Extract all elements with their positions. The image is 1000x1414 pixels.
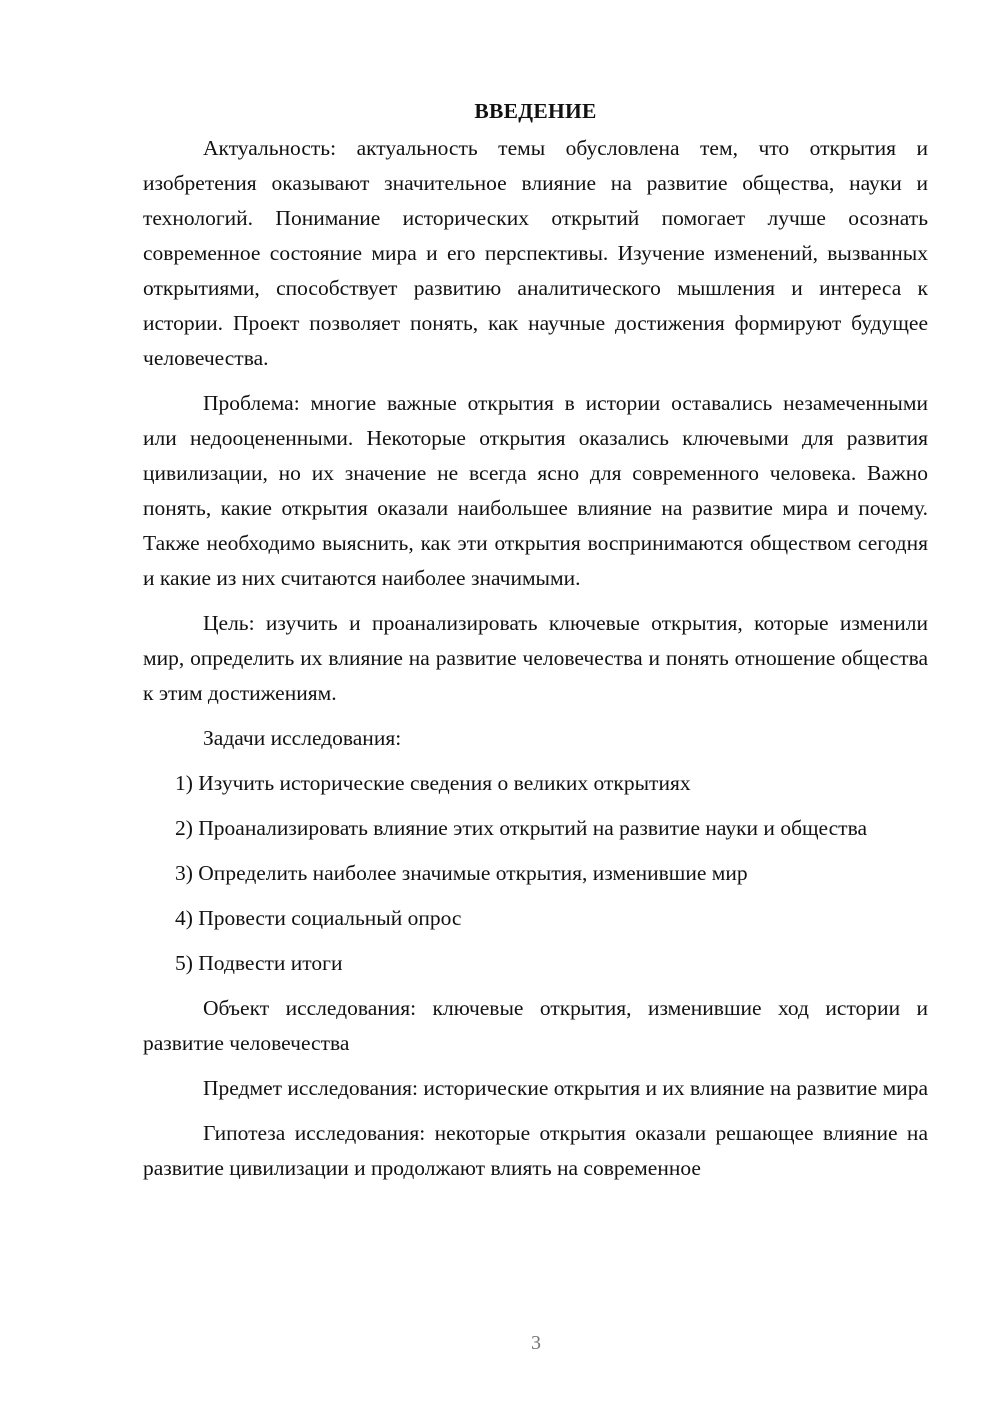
tasks-heading: Задачи исследования: — [203, 726, 402, 750]
paragraph-hypothesis: Гипотеза исследования: некоторые открытия оказали решающее влияние на развитие цивилизации и продолжают влиять на современное — [143, 1121, 928, 1180]
paragraph-subject: Предмет исследования: исторические открытия и их влияние на развитие мира — [203, 1076, 928, 1100]
task-item-2: 2) Проанализировать влияние этих открытий на развитие науки и общества — [175, 816, 867, 840]
page-number: 3 — [531, 1332, 541, 1354]
task-item-4: 4) Провести социальный опрос — [175, 906, 462, 930]
task-item-1: 1) Изучить исторические сведения о великих открытиях — [175, 771, 691, 795]
paragraph-goal: Цель: изучить и проанализировать ключевые открытия, которые изменили мир, определить их влияние на развитие человечества и понять отношение общества к этим достижениям. — [143, 611, 928, 705]
page-content — [143, 94, 928, 1196]
paragraph-problem: Проблема: многие важные открытия в истории оставались незамеченными или недооцененными. Некоторые открытия оказались ключевыми для развития цивилизации, но их значение не всегда ясно для современного человека. Важно понять, какие открытия оказали наибольшее влияние на развитие мира и почему. Также необходимо выяснить, как эти открытия воспринимаются обществом сегодня и какие из них считаются наиболее значимыми. — [143, 391, 928, 590]
task-item-3: 3) Определить наиболее значимые открытия, изменившие мир — [175, 861, 748, 885]
section-title: ВВЕДЕНИЕ — [474, 99, 597, 123]
paragraph-object: Объект исследования: ключевые открытия, изменившие ход истории и развитие человечества — [143, 996, 928, 1055]
paragraph-relevance: Актуальность: актуальность темы обусловлена тем, что открытия и изобретения оказывают значительное влияние на развитие общества, науки и технологий. Понимание исторических открытий помогает лучше осознать современное состояние мира и его перспективы. Изучение изменений, вызванных открытиями, способствует развитию аналитического мышления и интереса к истории. Проект позволяет понять, как научные достижения формируют будущее человечества. — [143, 136, 928, 370]
task-item-5: 5) Подвести итоги — [175, 951, 343, 975]
